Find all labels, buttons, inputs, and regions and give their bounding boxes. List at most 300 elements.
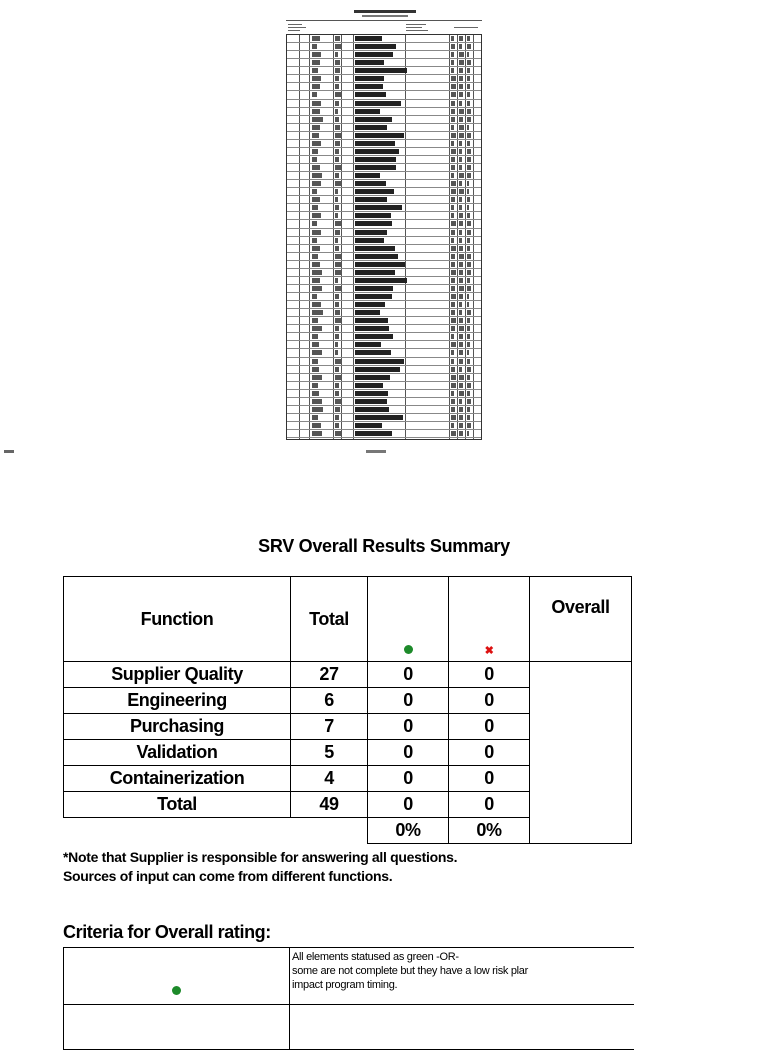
- thumbnail-cell-ink: [451, 173, 454, 178]
- thumbnail-cell-ink: [467, 262, 471, 267]
- thumbnail-cell-ink: [459, 262, 463, 267]
- note-line: Sources of input can come from different functions.: [63, 868, 393, 884]
- thumbnail-cell-ink: [355, 254, 398, 259]
- thumbnail-cell-ink: [335, 270, 341, 275]
- thumbnail-cell-ink: [451, 36, 454, 41]
- row-red: 0: [449, 766, 530, 792]
- thumbnail-cell-ink: [467, 431, 469, 436]
- thumbnail-cell-ink: [312, 262, 320, 267]
- thumbnail-row: [287, 124, 481, 132]
- thumbnail-cell-ink: [467, 310, 471, 315]
- thumbnail-cell-ink: [451, 326, 455, 331]
- thumbnail-row: [287, 100, 481, 108]
- thumbnail-cell-ink: [467, 407, 470, 412]
- thumbnail-row: [287, 237, 481, 245]
- thumbnail-header-block: [286, 20, 482, 33]
- thumbnail-cell-ink: [467, 68, 470, 73]
- table-row: [64, 662, 632, 688]
- thumbnail-cell-ink: [451, 157, 455, 162]
- thumbnail-cell-ink: [335, 407, 340, 412]
- thumbnail-cell-ink: [459, 141, 462, 146]
- thumbnail-cell-ink: [355, 230, 387, 235]
- thumbnail-row: [287, 309, 481, 317]
- row-total: 6: [291, 688, 368, 714]
- thumbnail-cell-ink: [467, 141, 470, 146]
- thumbnail-cell-ink: [459, 92, 463, 97]
- thumbnail-cell-ink: [451, 318, 456, 323]
- thumbnail-cell-ink: [312, 342, 319, 347]
- header-overall: Overall: [530, 577, 632, 662]
- thumbnail-cell-ink: [467, 326, 470, 331]
- thumbnail-cell-ink: [459, 350, 463, 355]
- thumbnail-cell-ink: [467, 213, 470, 218]
- thumbnail-cell-ink: [459, 221, 463, 226]
- thumbnail-cell-ink: [312, 205, 318, 210]
- thumbnail-cell-ink: [451, 286, 455, 291]
- thumbnail-cell-ink: [459, 173, 464, 178]
- thumbnail-cell-ink: [459, 334, 463, 339]
- thumbnail-cell-ink: [355, 221, 392, 226]
- thumbnail-cell-ink: [467, 423, 471, 428]
- thumbnail-cell-ink: [451, 415, 456, 420]
- thumbnail-cell-ink: [451, 407, 455, 412]
- thumbnail-cell-ink: [451, 270, 456, 275]
- thumbnail-cell-ink: [459, 238, 462, 243]
- thumbnail-cell-ink: [355, 423, 382, 428]
- thumbnail-cell-ink: [459, 68, 463, 73]
- thumbnail-cell-ink: [335, 205, 339, 210]
- criteria-table: [63, 947, 634, 1050]
- thumbnail-cell-ink: [335, 359, 341, 364]
- thumbnail-cell-ink: [467, 44, 471, 49]
- thumbnail-row: [287, 75, 481, 83]
- thumbnail-cell-ink: [459, 149, 462, 154]
- thumbnail-cell-ink: [312, 375, 322, 380]
- note-line: *Note that Supplier is responsible for answering all questions.: [63, 849, 458, 865]
- thumbnail-cell-ink: [459, 246, 463, 251]
- percent-green: 0%: [368, 818, 449, 844]
- thumbnail-cell-ink: [467, 230, 471, 235]
- thumbnail-cell-ink: [335, 173, 339, 178]
- thumbnail-cell-ink: [467, 109, 471, 114]
- thumbnail-cell-ink: [467, 181, 469, 186]
- header-green: [368, 577, 449, 662]
- thumbnail-cell-ink: [312, 117, 323, 122]
- thumbnail-cell-ink: [335, 294, 339, 299]
- thumbnail-cell-ink: [459, 125, 464, 130]
- thumbnail-cell-ink: [451, 334, 454, 339]
- thumbnail-cell-ink: [312, 383, 318, 388]
- thumbnail-cell-ink: [335, 350, 338, 355]
- thumbnail-cell-ink: [467, 254, 471, 259]
- thumbnail-cell-ink: [451, 367, 455, 372]
- thumbnail-cell-ink: [451, 133, 456, 138]
- row-function: Supplier Quality: [64, 662, 291, 688]
- thumbnail-cell-ink: [459, 230, 462, 235]
- thumbnail-cell-ink: [459, 407, 463, 412]
- row-function: Engineering: [64, 688, 291, 714]
- thumbnail-cell-ink: [312, 294, 317, 299]
- thumbnail-cell-ink: [459, 117, 463, 122]
- thumbnail-cell-ink: [335, 133, 341, 138]
- thumbnail-row: [287, 245, 481, 253]
- thumbnail-cell-ink: [355, 149, 399, 154]
- thumbnail-row: [287, 414, 481, 422]
- thumbnail-row: [287, 301, 481, 309]
- thumbnail-cell-ink: [451, 342, 456, 347]
- thumbnail-cell-ink: [355, 383, 383, 388]
- scan-artifact: [366, 450, 386, 453]
- thumbnail-cell-ink: [451, 68, 454, 73]
- thumbnail-cell-ink: [459, 133, 464, 138]
- thumbnail-cell-ink: [312, 302, 321, 307]
- thumbnail-cell-ink: [451, 423, 454, 428]
- thumbnail-cell-ink: [335, 68, 340, 73]
- thumbnail-row: [287, 180, 481, 188]
- row-green: 0: [368, 792, 449, 818]
- thumbnail-cell-ink: [335, 213, 338, 218]
- criteria-row: [64, 948, 635, 1005]
- thumbnail-cell-ink: [335, 431, 341, 436]
- thumbnail-cell-ink: [355, 431, 392, 436]
- thumbnail-cell-ink: [467, 415, 470, 420]
- thumbnail-cell-ink: [451, 109, 455, 114]
- thumbnail-cell-ink: [355, 117, 392, 122]
- thumbnail-row: [287, 51, 481, 59]
- thumbnail-cell-ink: [312, 230, 321, 235]
- thumbnail-cell-ink: [312, 415, 318, 420]
- thumbnail-cell-ink: [355, 342, 381, 347]
- thumbnail-row: [287, 220, 481, 228]
- thumbnail-cell-ink: [459, 181, 462, 186]
- thumbnail-cell-ink: [451, 117, 455, 122]
- thumbnail-cell-ink: [467, 294, 469, 299]
- header-function: Function: [64, 577, 291, 662]
- thumbnail-cell-ink: [355, 367, 400, 372]
- thumbnail-row: [287, 204, 481, 212]
- thumbnail-cell-ink: [467, 117, 471, 122]
- thumbnail-cell-ink: [312, 165, 320, 170]
- thumbnail-cell-ink: [312, 36, 320, 41]
- thumbnail-cell-ink: [467, 246, 470, 251]
- thumbnail-cell-ink: [459, 326, 464, 331]
- thumbnail-cell-ink: [451, 101, 455, 106]
- thumbnail-row: [287, 229, 481, 237]
- thumbnail-cell-ink: [312, 44, 317, 49]
- thumbnail-cell-ink: [335, 221, 341, 226]
- thumbnail-cell-ink: [467, 278, 470, 283]
- criteria-row: [64, 1005, 635, 1050]
- row-green: 0: [368, 740, 449, 766]
- thumbnail-row: [287, 83, 481, 91]
- thumbnail-cell-ink: [451, 302, 455, 307]
- thumbnail-row: [287, 43, 481, 51]
- thumbnail-cell-ink: [335, 383, 339, 388]
- thumbnail-row: [287, 253, 481, 261]
- thumbnail-cell-ink: [467, 367, 471, 372]
- thumbnail-cell-ink: [355, 334, 393, 339]
- thumbnail-cell-ink: [335, 278, 338, 283]
- thumbnail-row: [287, 132, 481, 140]
- row-red: 0: [449, 714, 530, 740]
- thumbnail-grid: [286, 34, 482, 440]
- thumbnail-cell-ink: [335, 391, 339, 396]
- thumbnail-cell-ink: [335, 92, 341, 97]
- thumbnail-cell-ink: [451, 399, 455, 404]
- thumbnail-row: [287, 261, 481, 269]
- thumbnail-cell-ink: [467, 286, 471, 291]
- thumbnail-cell-ink: [355, 109, 380, 114]
- thumbnail-row: [287, 382, 481, 390]
- thumbnail-cell-ink: [451, 92, 456, 97]
- thumbnail-cell-ink: [459, 359, 463, 364]
- thumbnail-cell-ink: [312, 149, 318, 154]
- thumbnail-cell-ink: [335, 76, 339, 81]
- row-function: Total: [64, 792, 291, 818]
- thumbnail-cell-ink: [451, 294, 456, 299]
- row-total: 27: [291, 662, 368, 688]
- thumbnail-cell-ink: [335, 230, 340, 235]
- thumbnail-cell-ink: [312, 133, 319, 138]
- thumbnail-cell-ink: [459, 213, 463, 218]
- thumbnail-row: [287, 116, 481, 124]
- spreadsheet-thumbnail: [284, 8, 484, 442]
- thumbnail-cell-ink: [312, 310, 323, 315]
- responsibility-note: [63, 848, 457, 886]
- thumbnail-cell-ink: [451, 44, 455, 49]
- thumbnail-cell-ink: [312, 141, 321, 146]
- thumbnail-cell-ink: [451, 181, 456, 186]
- row-green: 0: [368, 662, 449, 688]
- thumbnail-cell-ink: [335, 141, 340, 146]
- thumbnail-cell-ink: [355, 302, 385, 307]
- thumbnail-row: [287, 140, 481, 148]
- thumbnail-cell-ink: [451, 230, 455, 235]
- thumbnail-cell-ink: [451, 165, 455, 170]
- thumbnail-row: [287, 390, 481, 398]
- thumbnail-cell-ink: [467, 342, 470, 347]
- thumbnail-cell-ink: [335, 181, 341, 186]
- scan-artifact: [4, 450, 14, 453]
- thumbnail-cell-ink: [312, 407, 323, 412]
- row-green: 0: [368, 766, 449, 792]
- thumbnail-cell-ink: [355, 213, 391, 218]
- thumbnail-cell-ink: [312, 173, 322, 178]
- thumbnail-cell-ink: [467, 302, 469, 307]
- thumbnail-cell-ink: [335, 399, 341, 404]
- thumbnail-cell-ink: [459, 157, 462, 162]
- criteria-icon-cell: [64, 1005, 290, 1050]
- thumbnail-cell-ink: [459, 431, 463, 436]
- thumbnail-row: [287, 212, 481, 220]
- thumbnail-cell-ink: [459, 84, 463, 89]
- summary-table: [63, 576, 632, 844]
- thumbnail-cell-ink: [335, 334, 339, 339]
- thumbnail-cell-ink: [451, 197, 455, 202]
- thumbnail-cell-ink: [355, 415, 403, 420]
- thumbnail-cell-ink: [467, 60, 471, 65]
- thumbnail-cell-ink: [467, 391, 470, 396]
- thumbnail-cell-ink: [355, 238, 384, 243]
- thumbnail-row: [287, 358, 481, 366]
- thumbnail-cell-ink: [312, 181, 321, 186]
- thumbnail-cell-ink: [467, 149, 471, 154]
- thumbnail-cell-ink: [451, 310, 455, 315]
- thumbnail-cell-ink: [312, 278, 320, 283]
- red-x-icon: ✖: [484, 645, 494, 657]
- thumbnail-cell-ink: [355, 141, 395, 146]
- thumbnail-cell-ink: [312, 238, 317, 243]
- criteria-title: Criteria for Overall rating:: [63, 922, 271, 942]
- thumbnail-cell-ink: [467, 173, 471, 178]
- thumbnail-row: [287, 293, 481, 301]
- thumbnail-cell-ink: [459, 342, 463, 347]
- thumbnail-cell-ink: [459, 36, 463, 41]
- thumbnail-row: [287, 108, 481, 116]
- thumbnail-cell-ink: [355, 262, 405, 267]
- thumbnail-cell-ink: [355, 52, 393, 57]
- thumbnail-cell-ink: [451, 84, 456, 89]
- thumbnail-cell-ink: [451, 262, 455, 267]
- thumbnail-cell-ink: [459, 399, 462, 404]
- thumbnail-cell-ink: [451, 246, 456, 251]
- thumbnail-cell-ink: [335, 254, 341, 259]
- thumbnail-cell-ink: [312, 391, 319, 396]
- thumbnail-cell-ink: [451, 52, 454, 57]
- thumbnail-cell-ink: [335, 60, 340, 65]
- thumbnail-title-line: [354, 10, 416, 13]
- thumbnail-cell-ink: [335, 149, 339, 154]
- thumbnail-cell-ink: [312, 334, 318, 339]
- thumbnail-cell-ink: [451, 278, 455, 283]
- thumbnail-cell-ink: [355, 286, 393, 291]
- header-total: Total: [291, 577, 368, 662]
- criteria-text: [290, 1005, 635, 1050]
- thumbnail-cell-ink: [467, 350, 469, 355]
- thumbnail-cell-ink: [335, 246, 339, 251]
- percent-red: 0%: [449, 818, 530, 844]
- thumbnail-cell-ink: [355, 125, 387, 130]
- thumbnail-cell-ink: [467, 238, 470, 243]
- thumbnail-cell-ink: [335, 44, 341, 49]
- thumbnail-cell-ink: [312, 431, 322, 436]
- thumbnail-cell-ink: [312, 92, 317, 97]
- thumbnail-cell-ink: [335, 318, 341, 323]
- thumbnail-cell-ink: [312, 109, 320, 114]
- thumbnail-cell-ink: [459, 189, 464, 194]
- thumbnail-row: [287, 406, 481, 414]
- thumbnail-cell-ink: [335, 117, 339, 122]
- thumbnail-row: [287, 398, 481, 406]
- thumbnail-row: [287, 277, 481, 285]
- thumbnail-cell-ink: [467, 399, 471, 404]
- thumbnail-cell-ink: [451, 189, 456, 194]
- thumbnail-cell-ink: [335, 157, 339, 162]
- thumbnail-cell-ink: [451, 391, 454, 396]
- thumbnail-row: [287, 35, 481, 43]
- thumbnail-cell-ink: [335, 52, 338, 57]
- thumbnail-row: [287, 269, 481, 277]
- thumbnail-cell-ink: [312, 68, 318, 73]
- thumbnail-cell-ink: [467, 36, 470, 41]
- thumbnail-row: [287, 164, 481, 172]
- thumbnail-cell-ink: [312, 318, 318, 323]
- thumbnail-cell-ink: [355, 92, 386, 97]
- overall-cell: [530, 662, 632, 844]
- thumbnail-row: [287, 67, 481, 75]
- thumbnail-row: [287, 317, 481, 325]
- thumbnail-cell-ink: [467, 84, 470, 89]
- thumbnail-cell-ink: [335, 415, 339, 420]
- thumbnail-cell-ink: [467, 165, 471, 170]
- thumbnail-cell-ink: [355, 350, 391, 355]
- thumbnail-cell-ink: [459, 302, 462, 307]
- thumbnail-cell-ink: [467, 52, 469, 57]
- thumbnail-cell-ink: [459, 310, 462, 315]
- thumbnail-cell-ink: [312, 213, 321, 218]
- thumbnail-cell-ink: [459, 60, 464, 65]
- thumbnail-cell-ink: [355, 197, 387, 202]
- thumbnail-cell-ink: [459, 286, 464, 291]
- thumbnail-cell-ink: [335, 165, 341, 170]
- thumbnail-cell-ink: [451, 238, 454, 243]
- thumbnail-cell-ink: [335, 367, 339, 372]
- thumbnail-cell-ink: [467, 101, 470, 106]
- thumbnail-cell-ink: [355, 133, 404, 138]
- thumbnail-cell-ink: [312, 399, 322, 404]
- thumbnail-cell-ink: [355, 310, 380, 315]
- thumbnail-cell-ink: [355, 399, 387, 404]
- thumbnail-cell-ink: [355, 36, 382, 41]
- thumbnail-cell-ink: [312, 367, 319, 372]
- thumbnail-cell-ink: [467, 189, 469, 194]
- thumbnail-cell-ink: [312, 270, 322, 275]
- thumbnail-cell-ink: [312, 221, 317, 226]
- thumbnail-cell-ink: [312, 286, 322, 291]
- thumbnail-row: [287, 59, 481, 67]
- thumbnail-cell-ink: [467, 205, 469, 210]
- thumbnail-cell-ink: [459, 375, 464, 380]
- summary-header-row: [64, 577, 632, 662]
- thumbnail-row: [287, 341, 481, 349]
- thumbnail-cell-ink: [355, 173, 380, 178]
- thumbnail-cell-ink: [335, 197, 338, 202]
- thumbnail-cell-ink: [459, 205, 462, 210]
- thumbnail-subtitle-line: [362, 15, 408, 17]
- thumbnail-cell-ink: [459, 254, 464, 259]
- thumbnail-cell-ink: [451, 149, 456, 154]
- thumbnail-cell-ink: [355, 294, 392, 299]
- thumbnail-cell-ink: [459, 391, 464, 396]
- thumbnail-cell-ink: [335, 286, 341, 291]
- thumbnail-row: [287, 91, 481, 99]
- thumbnail-cell-ink: [335, 101, 339, 106]
- thumbnail-cell-ink: [467, 334, 470, 339]
- thumbnail-cell-ink: [312, 60, 320, 65]
- thumbnail-cell-ink: [312, 350, 322, 355]
- thumbnail-cell-ink: [335, 342, 338, 347]
- green-dot-icon: [172, 986, 181, 995]
- row-total: 5: [291, 740, 368, 766]
- thumbnail-cell-ink: [451, 60, 454, 65]
- thumbnail-cell-ink: [355, 165, 396, 170]
- thumbnail-cell-ink: [312, 52, 321, 57]
- header-red: [449, 577, 530, 662]
- thumbnail-cell-ink: [459, 197, 462, 202]
- thumbnail-cell-ink: [355, 375, 390, 380]
- thumbnail-cell-ink: [459, 383, 463, 388]
- thumbnail-cell-ink: [451, 254, 455, 259]
